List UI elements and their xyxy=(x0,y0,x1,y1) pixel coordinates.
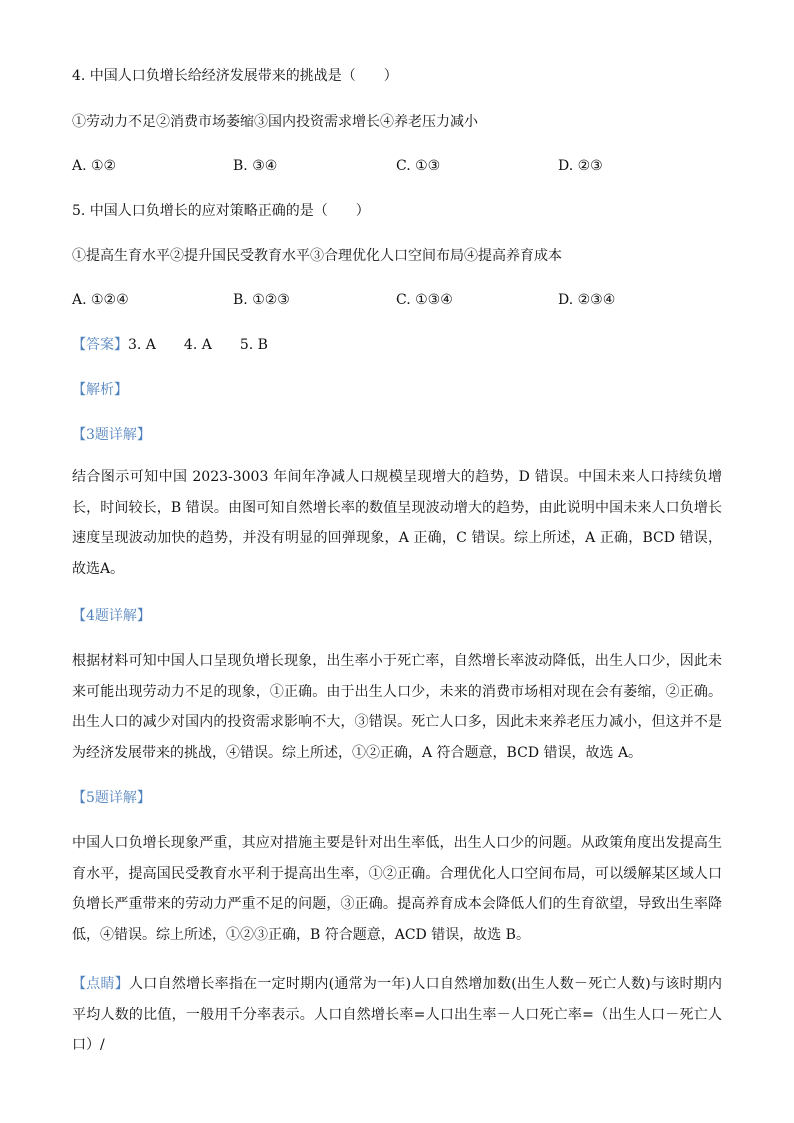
answer-text: 3. A 4. A 5. B xyxy=(128,337,268,353)
question-4-items: ①劳动力不足②消费市场萎缩③国内投资需求增长④养老压力减小 xyxy=(72,114,478,130)
detail-3-paragraph: 结合图示可知中国 2023-3003 年间年净减人口规模呈现增大的趋势，D 错误。中国未来人口持续负增长，时间较长，B 错误。由图可知自然增长率的数值呈现波动增大的趋势，由此说明中国未来人口负增长速度呈现波动加快的趋势，并没有明显的回弹现象，A 正确，C 错误。综上所述，A 正确，BCD 错误，故选A。 xyxy=(72,469,722,577)
detail-5-text xyxy=(72,828,722,950)
question-4-option-a: A. ①② xyxy=(72,158,117,174)
detail-4-label: 【4题详解】 xyxy=(72,608,151,624)
question-5-items: ①提高生育水平②提升国民受教育水平③合理优化人口空间布局④提高养育成本 xyxy=(72,248,562,264)
tip-text: 人口自然增长率指在一定时期内(通常为一年)人口自然增加数(出生人数－死亡人数)与该时期内平均人数的比值，一般用千分率表示。人口自然增长率=人口出生率－人口死亡率=（出生人口－死亡人口）/ xyxy=(72,976,722,1053)
question-5-option-c: C. ①③④ xyxy=(396,292,453,308)
detail-4-paragraph: 根据材料可知中国人口呈现负增长现象，出生率小于死亡率，自然增长率波动降低，出生人口少，因此未来可能出现劳动力不足的现象，①正确。由于出生人口少，未来的消费市场相对现在会有萎缩，②正确。出生人口的减少对国内的投资需求影响不大，③错误。死亡人口多，因此未来养老压力减小，但这并不是为经济发展带来的挑战，④错误。综上所述，①②正确，A 符合题意，BCD 错误，故选 A。 xyxy=(72,653,722,761)
question-4-stem: 4. 中国人口负增长给经济发展带来的挑战是（ ） xyxy=(72,68,398,84)
detail-3-label: 【3题详解】 xyxy=(72,427,151,443)
question-5-option-b: B. ①②③ xyxy=(233,292,290,308)
question-4-option-d: D. ②③ xyxy=(558,158,603,174)
question-5-option-d: D. ②③④ xyxy=(558,292,616,308)
tip-paragraph xyxy=(72,969,722,1061)
detail-3-text xyxy=(72,462,722,584)
detail-5-paragraph: 中国人口负增长现象严重，其应对措施主要是针对出生率低，出生人口少的问题。从政策角度出发提高生育水平，提高国民受教育水平利于提高出生率，①②正确。合理优化人口空间布局，可以缓解某区域人口负增长严重带来的劳动力严重不足的问题，③正确。提高养育成本会降低人们的生育欲望，导致出生率降低，④错误。综上所述，①②③正确，B 符合题意，ACD 错误，故选 B。 xyxy=(72,835,722,943)
detail-4-text xyxy=(72,646,722,768)
detail-5-label: 【5题详解】 xyxy=(72,790,151,806)
analysis-label: 【解析】 xyxy=(72,382,128,398)
question-4-option-b: B. ③④ xyxy=(233,158,278,174)
question-5-stem: 5. 中国人口负增长的应对策略正确的是（ ） xyxy=(72,203,370,219)
question-4-option-c: C. ①③ xyxy=(396,158,441,174)
answer-label: 【答案】 xyxy=(72,337,128,353)
answer-line xyxy=(72,335,268,355)
tip-block xyxy=(72,969,722,1061)
tip-label: 【点睛】 xyxy=(72,976,130,992)
question-5-option-a: A. ①②④ xyxy=(72,292,129,308)
